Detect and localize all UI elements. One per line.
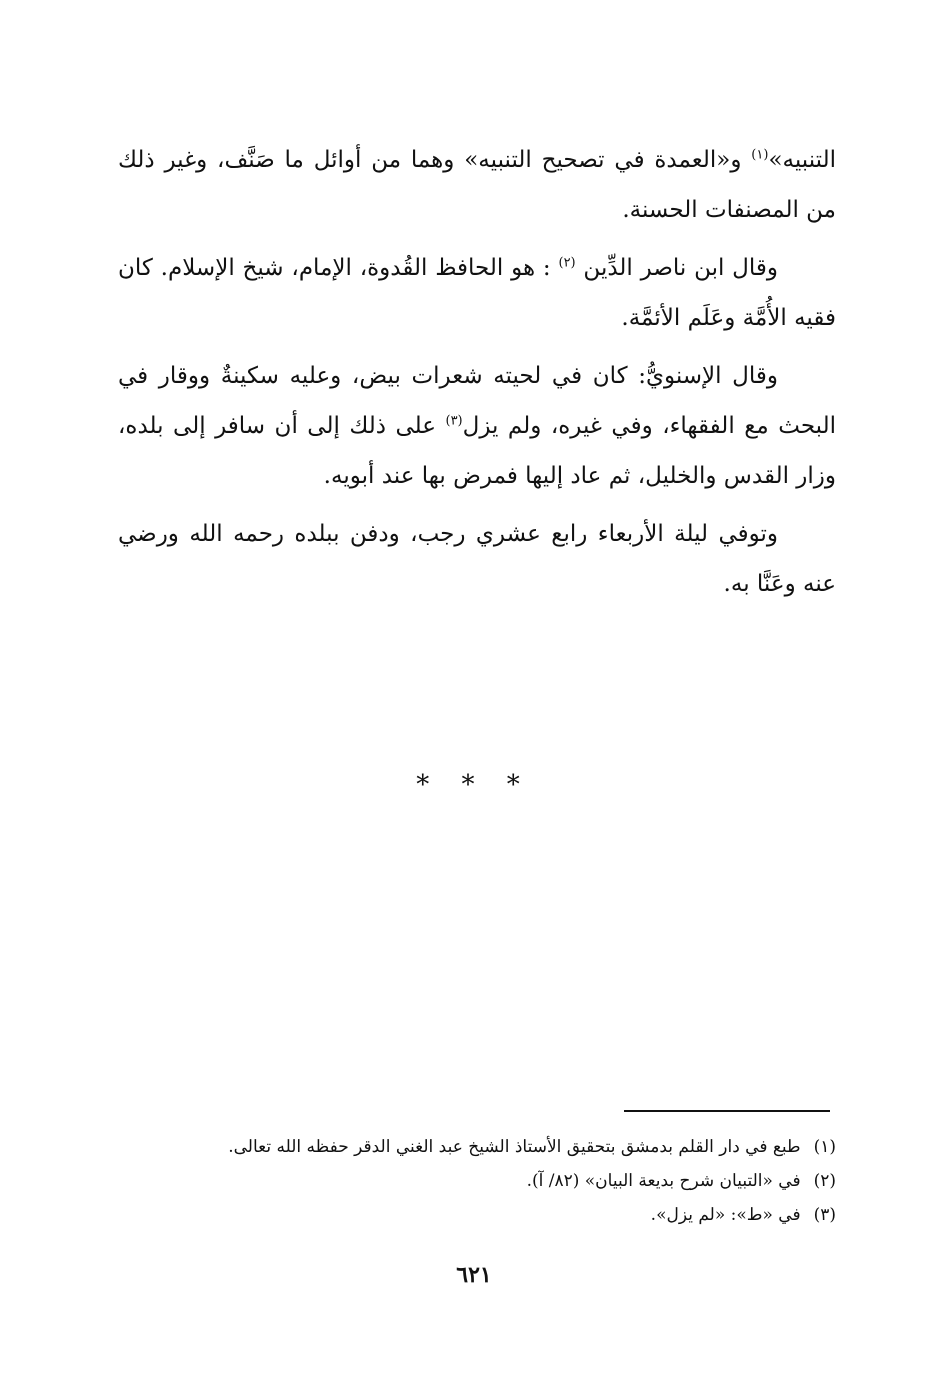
- footnote-3-number: (٣): [813, 1205, 836, 1225]
- footnote-2-number: (٢): [813, 1171, 836, 1191]
- page-number: ٦٢١: [456, 1262, 492, 1288]
- footnote-1-text: طبع في دار القلم بدمشق بتحقيق الأستاذ الشيخ عبد الغني الدقر حفظه الله تعالى.: [228, 1137, 801, 1157]
- section-separator: * * *: [416, 770, 532, 800]
- paragraph-2-text-a: وقال ابن ناصر الدِّين: [575, 255, 778, 281]
- footnotes: [118, 1130, 836, 1232]
- footnote-3: [118, 1198, 836, 1232]
- footnote-1-number: (١): [813, 1137, 836, 1157]
- paragraph-2-text-b: : هو الحافظ القُدوة، الإمام، شيخ الإسلام. كان فقيه الأُمَّة وعَلَم الأئمَّة.: [118, 255, 836, 331]
- paragraph-2: [118, 243, 836, 343]
- paragraph-1-text-a: التنبيه»: [768, 147, 836, 173]
- footnote-3-text: في «ط»: «لم يزل».: [650, 1205, 801, 1225]
- footnote-1: [118, 1130, 836, 1164]
- paragraph-3-text-b: على ذلك إلى أن سافر إلى بلده، وزار القدس والخليل، ثم عاد إليها فمرض بها عند أبويه.: [118, 413, 836, 489]
- footnote-ref-3: (٣): [445, 413, 463, 429]
- footnote-2: [118, 1164, 836, 1198]
- paragraph-1: [118, 135, 836, 235]
- paragraph-1-text-b: و«العمدة في تصحيح التنبيه» وهما من أوائل ما صَنَّف، وغير ذلك من المصنفات الحسنة.: [118, 147, 836, 223]
- footnote-rule: [624, 1110, 830, 1112]
- paragraph-3-text-a: وقال الإسنويُّ: كان في لحيته شعرات بيض، وعليه سكينةٌ ووقار في البحث مع الفقهاء، وفي غيره، ولم يزل: [118, 363, 837, 439]
- paragraph-4: وتوفي ليلة الأربعاء رابع عشري رجب، ودفن ببلده رحمه الله ورضي عنه وعَنَّا به.: [118, 521, 836, 597]
- footnote-ref-2: (٢): [558, 255, 576, 271]
- footnote-2-text: في «التبيان شرح بديعة البيان» (٨٢/ آ).: [526, 1171, 801, 1191]
- footnote-ref-1: (١): [751, 147, 769, 163]
- body-text: [118, 135, 836, 617]
- paragraph-3: [118, 351, 836, 501]
